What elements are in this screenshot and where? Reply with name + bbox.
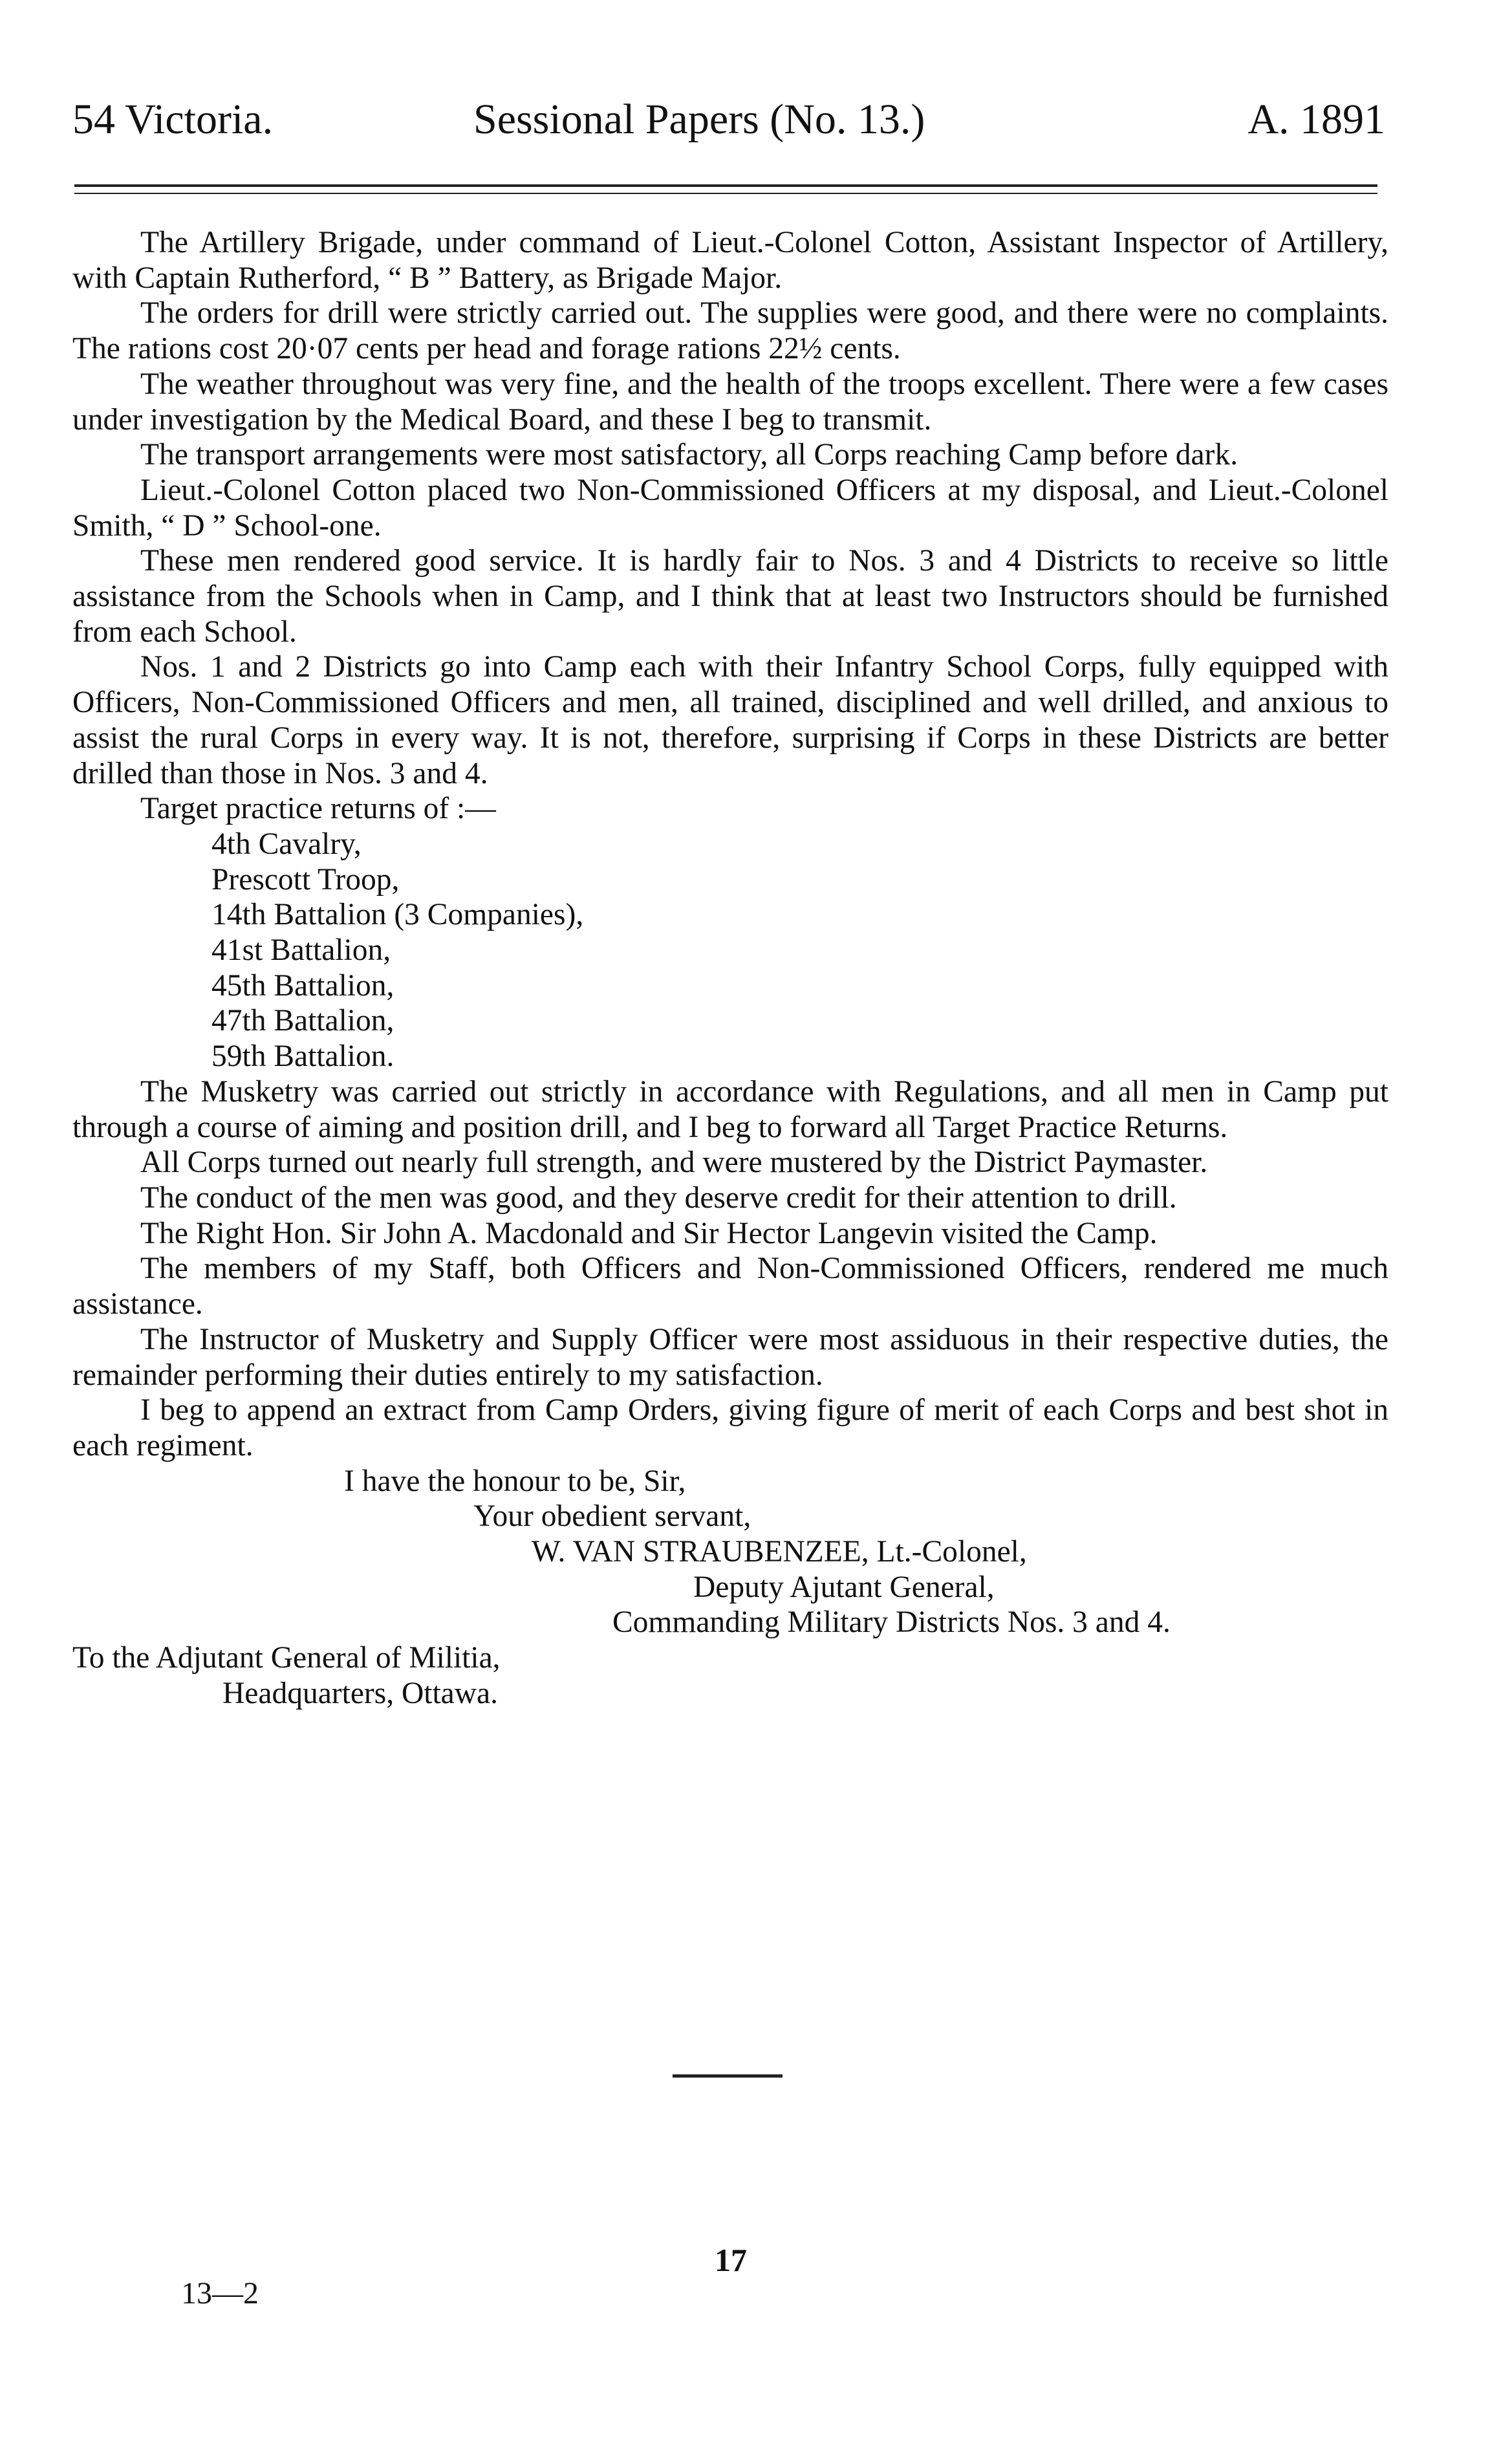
addressee: To the Adjutant General of Militia, xyxy=(72,1641,501,1675)
closing-servant: Your obedient servant, xyxy=(473,1499,751,1534)
paragraph: The weather throughout was very fine, and the health of the troops excellent. There were a few cases under investigation by the Medical Board, and these I beg to transmit. xyxy=(72,367,1388,437)
addressee-location: Headquarters, Ottawa. xyxy=(222,1676,498,1710)
header-session: 54 Victoria. xyxy=(72,96,274,143)
paragraph: Lieut.-Colonel Cotton placed two Non-Commissioned Officers at my disposal, and Lieut.-Colonel Smith, “ D ” School-one. xyxy=(72,473,1388,543)
printer-signature-mark: 13—2 xyxy=(181,2276,259,2310)
section-divider xyxy=(673,2074,783,2078)
page-number: 17 xyxy=(715,2242,747,2278)
list-item: 45th Battalion, xyxy=(211,968,394,1003)
paragraph: Nos. 1 and 2 Districts go into Camp each with their Infantry School Corps, fully equipped with Officers, Non-Commissioned Officers and men, all trained, disciplined and well drilled, and anxious to assist the rural Corps in every way. It is not, therefore, surprising if Corps in these Districts are better drilled than those in Nos. 3 and 4. xyxy=(72,650,1388,790)
paragraph: The transport arrangements were most satisfactory, all Corps reaching Camp before dark. xyxy=(140,438,1238,472)
list-item: 59th Battalion. xyxy=(211,1039,394,1074)
header-year: A. 1891 xyxy=(1247,96,1385,143)
header-title: Sessional Papers (No. 13.) xyxy=(473,96,925,143)
report-body xyxy=(72,225,1388,1712)
paragraph: I beg to append an extract from Camp Orders, giving figure of merit of each Corps and best shot in each regiment. xyxy=(72,1393,1388,1462)
list-item: 4th Cavalry, xyxy=(211,827,362,861)
signatory-title: Deputy Ajutant General, xyxy=(693,1570,995,1604)
closing-line: I have the honour to be, Sir, xyxy=(344,1464,686,1498)
paragraph: The members of my Staff, both Officers and Non-Commissioned Officers, rendered me much assistance. xyxy=(72,1252,1388,1321)
list-item: 14th Battalion (3 Companies), xyxy=(211,898,584,932)
paragraph: The orders for drill were strictly carried out. The supplies were good, and there were no complaints. The rations cost 20·07 cents per head and forage rations 22½ cents. xyxy=(72,296,1388,366)
list-item: 47th Battalion, xyxy=(211,1004,394,1038)
paragraph: The Musketry was carried out strictly in accordance with Regulations, and all men in Camp put through a course of aiming and position drill, and I beg to forward all Target Practice Returns. xyxy=(72,1074,1388,1144)
signatory-command: Commanding Military Districts Nos. 3 and 4. xyxy=(612,1605,1171,1640)
paragraph: Target practice returns of :— xyxy=(140,792,496,826)
addressee-block xyxy=(72,1640,1388,1711)
paragraph: All Corps turned out nearly full strength, and were mustered by the District Paymaster. xyxy=(140,1146,1208,1180)
paragraph: The Right Hon. Sir John A. Macdonald and Sir Hector Langevin visited the Camp. xyxy=(140,1216,1158,1250)
header-rule-thin xyxy=(74,193,1377,194)
paragraph: These men rendered good service. It is hardly fair to Nos. 3 and 4 Districts to receive so little assistance from the Schools when in Camp, and I think that at least two Instructors should be furnished from each School. xyxy=(72,544,1388,649)
signatory-name: W. VAN STRAUBENZEE, Lt.-Colonel, xyxy=(532,1535,1027,1569)
header-rule-thick xyxy=(74,184,1377,187)
paragraph: The Artillery Brigade, under command of Lieut.-Colonel Cotton, Assistant Inspector of Artillery, with Captain Rutherford, “ B ” Battery, as Brigade Major. xyxy=(72,226,1388,295)
list-item: 41st Battalion, xyxy=(211,933,391,968)
paragraph: The conduct of the men was good, and they deserve credit for their attention to drill. xyxy=(140,1180,1177,1215)
paragraph: The Instructor of Musketry and Supply Officer were most assiduous in their respective duties, the remainder performing their duties entirely to my satisfaction. xyxy=(72,1322,1388,1392)
signature-block xyxy=(72,1464,1388,1641)
running-header xyxy=(72,91,1385,162)
target-practice-list xyxy=(72,827,1388,1074)
list-item: Prescott Troop, xyxy=(211,862,400,896)
